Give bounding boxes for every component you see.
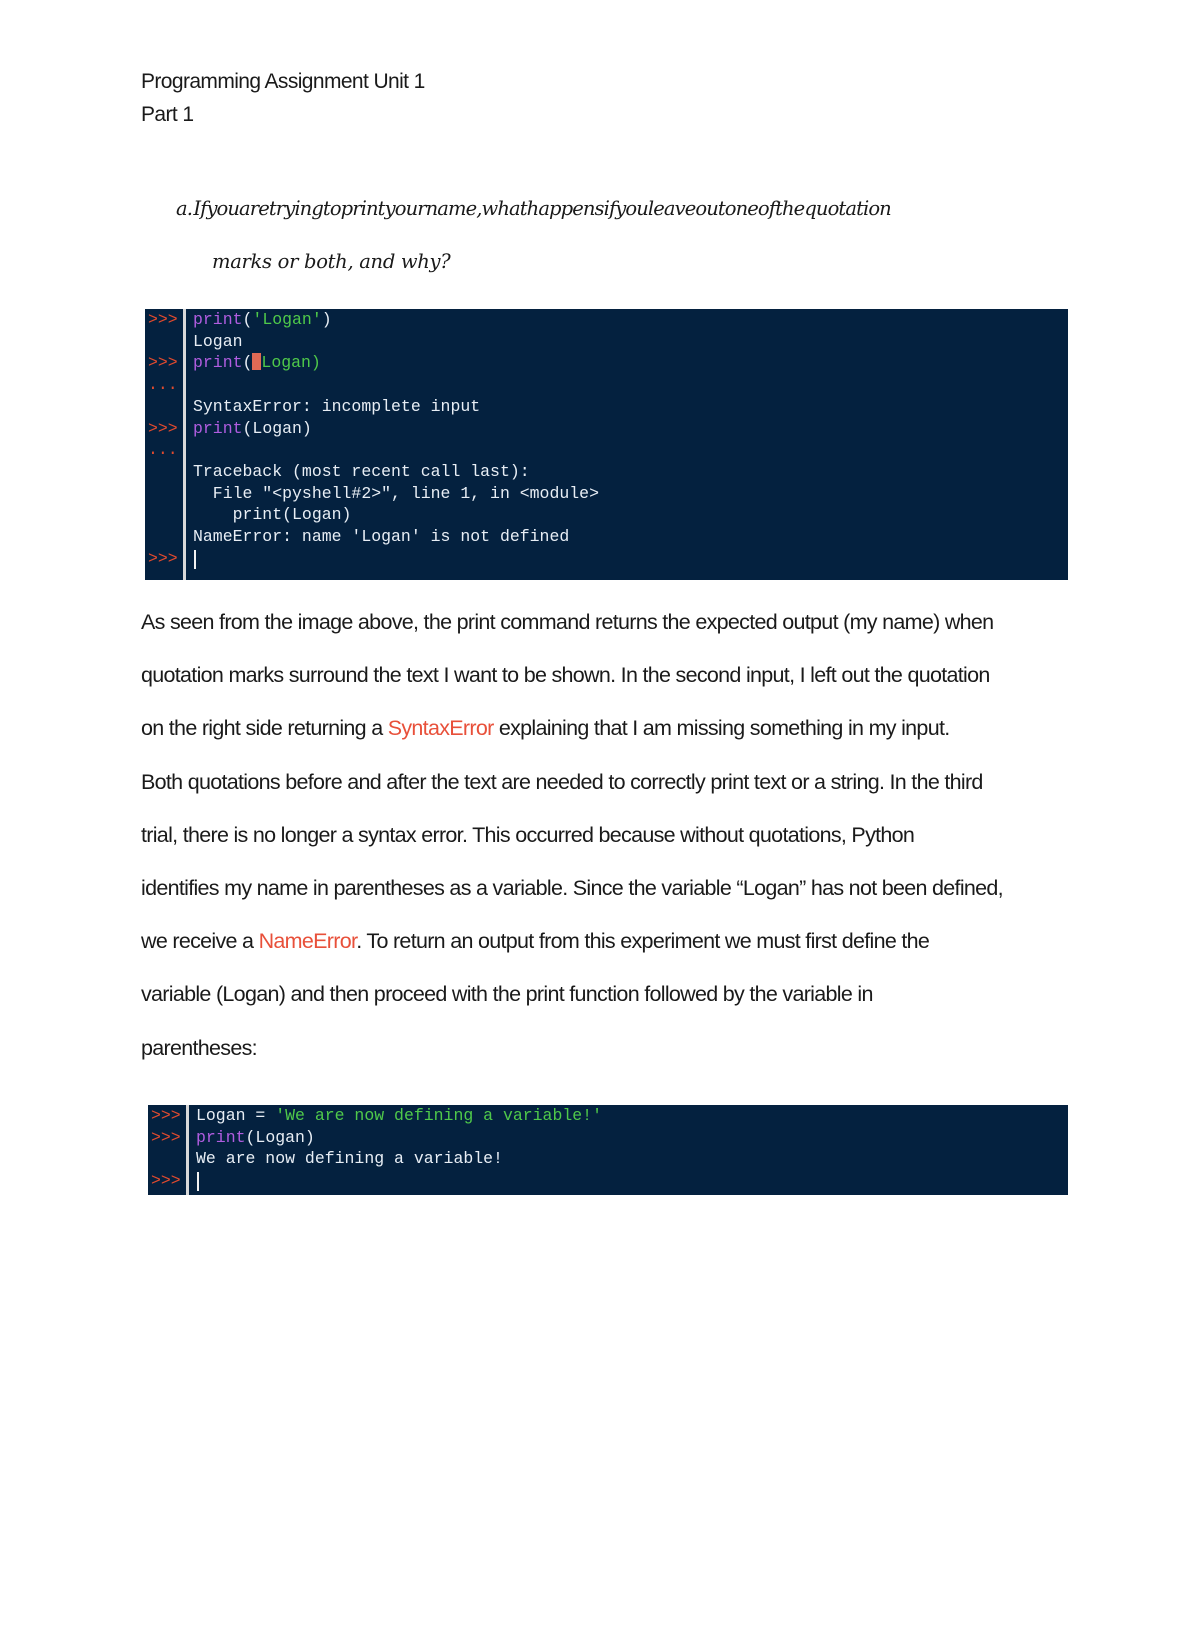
shell-line	[193, 526, 569, 548]
paragraph-line	[141, 982, 873, 1007]
paragraph-text: we receive a	[141, 929, 259, 954]
keyword-token: print	[193, 353, 243, 373]
string-token: Logan)	[261, 353, 321, 373]
shell-line	[193, 396, 480, 418]
shell-prompt: >>>	[148, 310, 178, 329]
shell-line	[193, 331, 243, 353]
keyword-token: print	[193, 418, 243, 438]
code-token: SyntaxError: incomplete input	[193, 396, 481, 416]
error-name-highlight: NameError	[258, 929, 357, 954]
shell-prompt: >>>	[148, 353, 178, 373]
paragraph-text: . To return an output from this experiment we must first define the	[356, 929, 930, 954]
shell-prompt: >>>	[148, 418, 178, 438]
question-line-2: marks or both, and why?	[212, 250, 451, 273]
paragraph-text: Both quotations before and after the text are needed to correctly print text or a string. In the third	[141, 769, 983, 794]
shell-line	[193, 461, 530, 483]
code-token: We are now defining a variable!	[196, 1149, 503, 1168]
keyword-token: print	[196, 1127, 246, 1147]
paragraph-line	[141, 770, 983, 795]
document-subtitle: Part 1	[141, 103, 194, 126]
code-token: (Logan)	[245, 1127, 315, 1147]
shell-prompt: >>>	[151, 1106, 181, 1125]
shell-prompt: >>>	[151, 1170, 181, 1190]
paragraph-line	[141, 929, 929, 954]
shell-line	[193, 483, 599, 505]
paragraph-text: quotation marks surround the text I want to be shown. In the second input, I left out the quotation	[141, 663, 990, 688]
shell-line	[193, 352, 321, 374]
python-shell-screenshot-1	[145, 309, 1068, 580]
code-token: Logan =	[196, 1106, 276, 1125]
continuation-prompt: ...	[148, 440, 178, 460]
code-token: Logan	[193, 331, 243, 351]
document-title: Programming Assignment Unit 1	[141, 70, 425, 93]
text-caret	[197, 1172, 199, 1191]
shell-line	[193, 504, 351, 526]
paragraph-line	[141, 1036, 257, 1061]
code-token: (	[242, 310, 253, 329]
code-token: )	[321, 310, 332, 329]
paragraph-text: parentheses:	[141, 1035, 257, 1060]
code-token: File "<pyshell#2>", line 1, in <module>	[193, 483, 599, 503]
shell-line	[196, 1105, 602, 1127]
string-token: 'We are now defining a variable!'	[275, 1106, 602, 1125]
code-token: (	[242, 353, 253, 373]
paragraph-line	[141, 663, 990, 688]
shell-line	[196, 1127, 315, 1149]
shell-line	[196, 1148, 503, 1170]
paragraph-text: variable (Logan) and then proceed with the print function followed by the variable in	[141, 982, 873, 1007]
string-token: 'Logan'	[252, 310, 322, 329]
paragraph-line	[141, 823, 914, 848]
continuation-prompt: ...	[148, 375, 178, 395]
paragraph-text: identifies my name in parentheses as a variable. Since the variable “Logan” has not been defined,	[141, 876, 1003, 900]
shell-line	[193, 309, 332, 331]
code-token: (Logan)	[242, 418, 312, 438]
paragraph-line	[141, 610, 993, 635]
python-shell-screenshot-2	[148, 1105, 1068, 1195]
paragraph-line	[141, 876, 1003, 901]
paragraph-text: As seen from the image above, the print command returns the expected output (my name) when	[141, 610, 994, 634]
explanation-paragraph	[141, 610, 1061, 1070]
code-token: NameError: name 'Logan' is not defined	[193, 527, 570, 546]
shell-prompt: >>>	[151, 1127, 181, 1147]
paragraph-text: trial, there is no longer a syntax error. This occurred because without quotations, Python	[141, 822, 915, 847]
question-line-1: a. Ifyouaretryingtoprintyourname,whathappensifyouleaveoutoneofthequotation	[176, 197, 891, 220]
keyword-token: print	[193, 310, 243, 329]
text-caret	[194, 550, 196, 569]
shell-prompt: >>>	[148, 548, 178, 568]
paragraph-text: on the right side returning a	[141, 716, 388, 741]
shell-line	[193, 418, 312, 440]
paragraph-text: explaining that I am missing something in my input.	[493, 716, 950, 741]
error-name-highlight: SyntaxError	[387, 716, 494, 741]
paragraph-line	[141, 716, 950, 741]
code-token: Traceback (most recent call last):	[193, 461, 530, 481]
code-token: print(Logan)	[193, 505, 352, 525]
